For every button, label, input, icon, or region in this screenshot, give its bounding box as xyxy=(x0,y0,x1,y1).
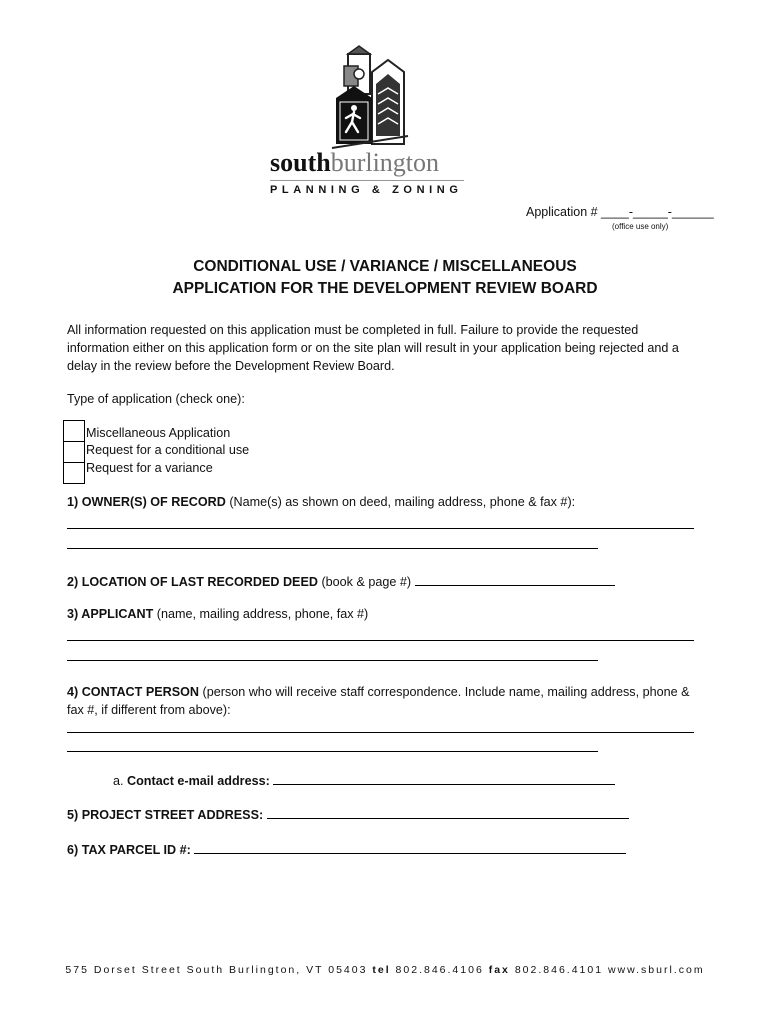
application-number: Application # ____-_____-______ xyxy=(526,205,714,219)
email-prefix: a. xyxy=(113,774,128,788)
owner-heading-note: (Name(s) as shown on deed, mailing address, phone & fax #): xyxy=(225,495,576,509)
email-field xyxy=(113,772,615,788)
city-logo xyxy=(330,44,410,154)
brand-subtitle: PLANNING & ZONING xyxy=(270,184,463,196)
footer-address: 575 Dorset Street South Burlington, VT 05403 xyxy=(65,964,373,976)
footer-tel-label: tel xyxy=(372,964,391,976)
email-input-line[interactable] xyxy=(273,772,615,785)
owner-heading xyxy=(67,495,575,509)
brand-divider xyxy=(270,180,464,181)
contact-input-line[interactable] xyxy=(67,751,598,752)
option-label: Miscellaneous Application xyxy=(86,426,231,440)
parcel-label: 6) TAX PARCEL ID #: xyxy=(67,843,191,857)
applicant-input-line[interactable] xyxy=(67,660,598,661)
footer-tel: 802.846.4106 xyxy=(390,964,489,976)
contact-heading xyxy=(67,685,690,699)
applicant-heading-note: (name, mailing address, phone, fax #) xyxy=(153,607,369,621)
brand-name xyxy=(270,148,439,178)
type-label: Type of application (check one): xyxy=(67,392,245,406)
parcel-field xyxy=(67,841,626,857)
option-label: Request for a conditional use xyxy=(86,443,250,457)
contact-input-line[interactable] xyxy=(67,732,694,733)
checkbox-conditional-use[interactable] xyxy=(63,441,85,463)
applicant-heading xyxy=(67,607,368,621)
contact-heading-bold: 4) CONTACT PERSON xyxy=(67,685,200,699)
intro-line: information either on this application form or on the site plan will result in your application being rejected and a xyxy=(67,341,679,355)
contact-heading-note-2: fax #, if different from above): xyxy=(67,703,231,717)
footer-fax-label: fax xyxy=(488,964,510,976)
intro-paragraph xyxy=(67,321,707,375)
deed-note: (book & page #) xyxy=(317,575,415,589)
street-field xyxy=(67,806,629,822)
owner-input-line[interactable] xyxy=(67,528,694,529)
footer-contact xyxy=(0,964,770,976)
checkbox-miscellaneous[interactable] xyxy=(63,420,85,442)
owner-heading-bold: 1) OWNER(S) OF RECORD xyxy=(67,495,226,509)
footer-fax: 802.846.4101 www.sburl.com xyxy=(509,964,705,976)
street-label: 5) PROJECT STREET ADDRESS: xyxy=(67,808,264,822)
brand-light: burlington xyxy=(330,148,440,177)
office-use-note: (office use only) xyxy=(612,222,669,231)
applicant-input-line[interactable] xyxy=(67,640,694,641)
checkbox-variance[interactable] xyxy=(63,462,85,484)
form-title-line1: CONDITIONAL USE / VARIANCE / MISCELLANEOUS xyxy=(193,258,577,275)
parcel-input-line[interactable] xyxy=(194,841,626,854)
contact-heading-note: (person who will receive staff correspondence. Include name, mailing address, phone & xyxy=(199,685,690,699)
option-label: Request for a variance xyxy=(86,461,213,475)
brand-bold: south xyxy=(270,148,331,177)
form-title-line2: APPLICATION FOR THE DEVELOPMENT REVIEW BOARD xyxy=(172,280,598,297)
intro-line: delay in the review before the Development Review Board. xyxy=(67,359,395,373)
intro-line: All information requested on this application must be completed in full. Failure to provide the requested xyxy=(67,323,639,337)
email-label: Contact e-mail address: xyxy=(127,774,270,788)
deed-label: 2) LOCATION OF LAST RECORDED DEED xyxy=(67,575,318,589)
deed-input-line[interactable] xyxy=(415,573,615,586)
street-input-line[interactable] xyxy=(267,806,629,819)
owner-input-line[interactable] xyxy=(67,548,598,549)
deed-field xyxy=(67,573,615,589)
applicant-heading-bold: 3) APPLICANT xyxy=(67,607,154,621)
